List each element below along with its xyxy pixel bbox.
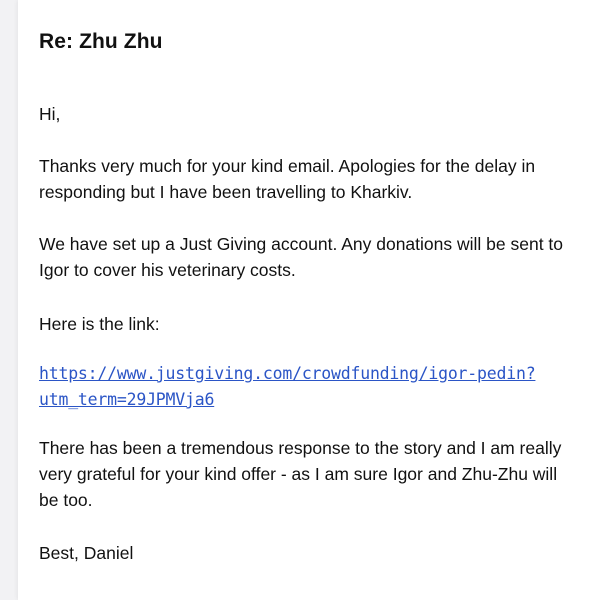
paragraph-thanks	[39, 435, 599, 513]
paragraph-line: There has been a tremendous response to the story and I am really	[39, 438, 562, 458]
email-subject: Re: Zhu Zhu	[39, 30, 163, 53]
email-view	[18, 0, 609, 600]
paragraph-line: very grateful for your kind offer - as I am sure Igor and Zhu-Zhu will	[39, 464, 558, 484]
paragraph-line: Thanks very much for your kind email. Apologies for the delay in	[39, 156, 536, 176]
paragraph-line: We have set up a Just Giving account. Any donations will be sent to	[39, 234, 564, 254]
paragraph-line: responding but I have been travelling to Kharkiv.	[39, 182, 413, 202]
paragraph-link-intro: Here is the link:	[39, 314, 160, 334]
paragraph-line: be too.	[39, 490, 93, 510]
signoff: Best, Daniel	[39, 543, 134, 563]
donation-link-line: utm_term=29JPMVja6	[39, 390, 215, 409]
paragraph-line: Igor to cover his veterinary costs.	[39, 260, 296, 280]
donation-link-line: https://www.justgiving.com/crowdfunding/igor-pedin?	[39, 364, 536, 383]
donation-link-continued[interactable]	[39, 387, 599, 413]
paragraph-donations	[39, 231, 599, 283]
donation-link-block	[39, 361, 599, 413]
greeting: Hi,	[39, 104, 61, 124]
donation-link[interactable]	[39, 361, 599, 387]
paragraph-apology	[39, 153, 599, 205]
